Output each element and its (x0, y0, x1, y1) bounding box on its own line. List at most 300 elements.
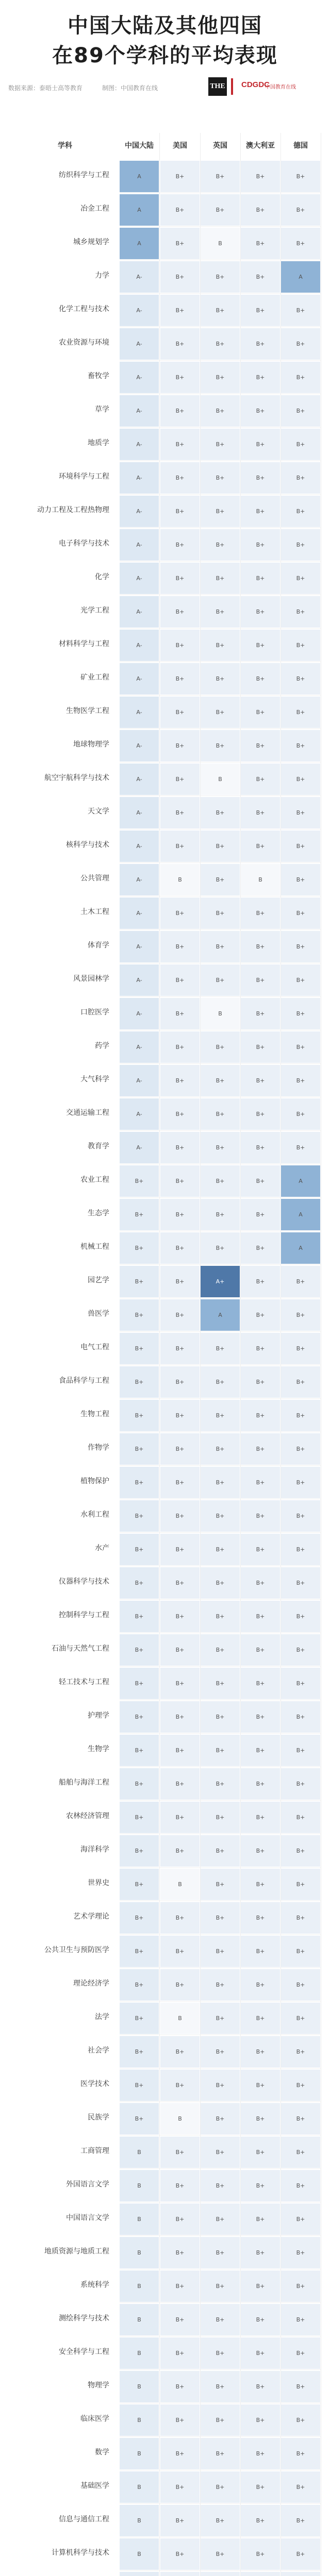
row-label: 基础医学 (80, 2482, 109, 2490)
row-label: 农业工程 (80, 1176, 109, 1184)
grade-value: B+ (175, 2517, 185, 2524)
grade-value: B (137, 2517, 141, 2524)
grade-value: B+ (296, 943, 305, 950)
grade-value: B+ (296, 2450, 305, 2457)
grade-value: B+ (175, 709, 185, 716)
grade-value: B+ (175, 2316, 185, 2323)
grade-value: B+ (175, 1010, 185, 1017)
grade-value: B+ (216, 2082, 225, 2089)
grade-value: A- (136, 307, 142, 314)
row-label: 光学工程 (80, 606, 109, 615)
grade-value: B+ (135, 1245, 144, 1251)
grade-value: B+ (216, 742, 225, 749)
grade-value: B+ (135, 1881, 144, 1888)
row-label: 生态学 (88, 1209, 109, 1217)
grade-value: B+ (216, 1814, 225, 1821)
row-label: 数学 (95, 2448, 109, 2456)
row-label: 矿业工程 (80, 673, 109, 682)
grade-value: A- (136, 408, 142, 414)
grade-value: B+ (216, 1111, 225, 1117)
grade-value: B+ (216, 1379, 225, 1385)
grade-value: B+ (135, 1814, 144, 1821)
grade-value: A- (136, 274, 142, 280)
grade-value: B+ (216, 2417, 225, 2424)
grade-value: B+ (296, 2048, 305, 2055)
grade-value: B+ (256, 1513, 265, 1519)
grade-value: B+ (296, 2350, 305, 2357)
grade-value: B+ (135, 1345, 144, 1352)
grade-value: B+ (175, 1479, 185, 1486)
grade-value: B+ (256, 1412, 265, 1419)
grade-value: B+ (216, 341, 225, 347)
grade-value: B+ (216, 374, 225, 381)
grade-value: B+ (256, 1914, 265, 1921)
grade-value: B+ (175, 1278, 185, 1285)
grade-value: B+ (296, 675, 305, 682)
grade-value: B (137, 2484, 141, 2490)
grade-value: B+ (175, 843, 185, 850)
grade-value: B+ (216, 1144, 225, 1151)
grade-value: B+ (175, 809, 185, 816)
grade-value: A- (136, 474, 142, 481)
grade-value: B (218, 776, 222, 783)
grade-value: B+ (256, 575, 265, 582)
grade-value: B+ (256, 2551, 265, 2557)
grade-value: A (299, 274, 303, 280)
grade-value: B+ (296, 1479, 305, 1486)
grade-value: B+ (256, 1379, 265, 1385)
grade-value: B+ (175, 977, 185, 984)
grade-value: B+ (256, 2082, 265, 2089)
grade-value: B+ (216, 1211, 225, 1218)
grade-value: B+ (296, 1647, 305, 1653)
grade-value: B+ (175, 474, 185, 481)
grade-value: B+ (135, 1981, 144, 1988)
grade-value: B+ (256, 1312, 265, 1318)
grade-value: B (137, 2316, 141, 2323)
grade-value: B+ (296, 307, 305, 314)
grade-value (281, 2571, 320, 2576)
grade-value: B+ (135, 1211, 144, 1218)
grade-value: B+ (175, 508, 185, 515)
row-label: 生物医学工程 (66, 707, 109, 715)
grade-value: B+ (175, 943, 185, 950)
grade-value: B+ (216, 173, 225, 180)
grade-value: A (218, 1312, 222, 1318)
grade-value: B+ (216, 2249, 225, 2256)
grade-value: B+ (216, 1881, 225, 1888)
grade-value: B+ (296, 1111, 305, 1117)
row-label: 药学 (95, 1042, 109, 1050)
grade-value: B+ (296, 2216, 305, 2223)
grade-value: B+ (296, 843, 305, 850)
grade-value: B+ (175, 2216, 185, 2223)
grade-value: B+ (296, 2182, 305, 2189)
grade-value: B+ (175, 441, 185, 448)
column-divider (159, 133, 160, 2576)
grade-value: B+ (296, 474, 305, 481)
grade-value: B+ (135, 1914, 144, 1921)
row-label: 草学 (95, 405, 109, 414)
row-label: 船舶与海洋工程 (59, 1778, 109, 1787)
grade-value: B+ (296, 1747, 305, 1754)
grade-value: B+ (256, 307, 265, 314)
grade-value: B+ (256, 709, 265, 716)
grade-value: B+ (296, 1814, 305, 1821)
grade-value: B (218, 1010, 222, 1017)
row-label: 世界史 (88, 1879, 109, 1887)
the-logo-text: THE (210, 82, 225, 90)
grade-value: B+ (256, 508, 265, 515)
row-label: 农业资源与环境 (59, 338, 109, 347)
column-header-4: 德国 (293, 142, 308, 150)
row-label: 地质资源与地质工程 (44, 2247, 109, 2256)
grade-value: B+ (256, 441, 265, 448)
row-label: 教育学 (88, 1142, 109, 1150)
grade-value: B+ (175, 1781, 185, 1787)
grade-value: B+ (296, 441, 305, 448)
grade-value: B+ (256, 274, 265, 280)
row-label: 护理学 (88, 1711, 109, 1720)
grade-value: A (137, 207, 141, 213)
row-label: 动力工程及工程热物理 (37, 506, 109, 514)
grade-value: B+ (256, 541, 265, 548)
row-label: 电子科学与技术 (59, 539, 109, 548)
row-label: 畜牧学 (88, 372, 109, 380)
grade-value: B+ (256, 1747, 265, 1754)
grade-value: B+ (175, 2182, 185, 2189)
grade-value: B+ (135, 1312, 144, 1318)
grade-value: B+ (135, 1747, 144, 1754)
grade-value: A (299, 1211, 303, 1218)
row-label: 农林经济管理 (66, 1812, 109, 1820)
grade-value: B+ (296, 1546, 305, 1553)
grade-value: B+ (256, 1981, 265, 1988)
grade-value: B+ (256, 1546, 265, 1553)
grade-value: A- (136, 1010, 142, 1017)
row-label: 计算机科学与技术 (52, 2549, 109, 2557)
grade-value: B+ (135, 1647, 144, 1653)
row-label: 风景园林学 (73, 975, 109, 983)
grade-value: B+ (175, 642, 185, 649)
grade-value: B+ (175, 1178, 185, 1184)
grade-value (120, 2571, 159, 2576)
grade-value: B+ (216, 2048, 225, 2055)
grade-value: B+ (256, 408, 265, 414)
grade-value: B+ (256, 2115, 265, 2122)
grade-value: B+ (175, 2350, 185, 2357)
grade-value: A- (136, 843, 142, 850)
grade-value: B+ (175, 2450, 185, 2457)
chart-maker-text: 制图：中国教育在线 (102, 84, 158, 92)
row-label: 土木工程 (80, 908, 109, 916)
grade-value: B (137, 2283, 141, 2290)
row-label: 核科学与技术 (66, 841, 109, 849)
row-label: 外国语言文学 (66, 2180, 109, 2189)
grade-value: B+ (256, 1044, 265, 1050)
page-title: 中国大陆及其他四国 (68, 14, 262, 38)
grade-value: B+ (296, 575, 305, 582)
grade-value: A- (136, 1044, 142, 1050)
grade-value: B+ (175, 341, 185, 347)
grade-value: B+ (296, 1345, 305, 1352)
grade-value: B+ (296, 408, 305, 414)
grade-value: B+ (296, 1948, 305, 1955)
grade-value: B+ (175, 575, 185, 582)
row-label: 化学 (95, 573, 109, 581)
grade-value: B+ (175, 2048, 185, 2055)
data-source-text: 数据来源：泰晤士高等教育 (8, 84, 83, 92)
grade-value: B+ (175, 374, 185, 381)
grade-value: B+ (296, 1881, 305, 1888)
grade-value: B+ (256, 1714, 265, 1720)
grade-value: B+ (175, 1513, 185, 1519)
grade-value: B+ (296, 876, 305, 883)
subject-column-header: 学科 (58, 142, 72, 150)
row-label: 民族学 (88, 2113, 109, 2122)
grade-value: B+ (256, 2249, 265, 2256)
row-label: 理论经济学 (73, 1979, 109, 1988)
grade-value: B+ (175, 1077, 185, 1084)
grade-value: B+ (216, 1044, 225, 1050)
grade-value: B (137, 2249, 141, 2256)
grade-value: A- (136, 508, 142, 515)
row-label: 水产 (95, 1544, 109, 1552)
grade-value (241, 2571, 280, 2576)
grade-value: B+ (256, 1211, 265, 1218)
grade-value: B+ (216, 2551, 225, 2557)
grade-value: B+ (175, 1044, 185, 1050)
grade-value: B+ (256, 1580, 265, 1586)
column-header-0: 中国大陆 (125, 142, 154, 150)
grade-value: B+ (216, 307, 225, 314)
grade-value: B+ (256, 742, 265, 749)
grade-value: B+ (256, 2216, 265, 2223)
grade-value: B+ (256, 2283, 265, 2290)
grade-value: B+ (135, 1513, 144, 1519)
grade-value: B+ (216, 608, 225, 615)
grade-value: B+ (216, 809, 225, 816)
grade-value: B+ (296, 1379, 305, 1385)
grade-value: B+ (135, 1580, 144, 1586)
grade-value: B+ (256, 207, 265, 213)
grade-value: B+ (216, 1077, 225, 1084)
row-label: 植物保护 (80, 1477, 109, 1485)
row-label: 中国语言文学 (66, 2214, 109, 2222)
grade-value: B+ (175, 207, 185, 213)
grade-value: B+ (175, 2149, 185, 2156)
grade-value: B+ (296, 1144, 305, 1151)
grade-value: B+ (296, 1010, 305, 1017)
grade-value: B+ (256, 843, 265, 850)
grade-value: B+ (256, 2316, 265, 2323)
grade-value: B+ (175, 1914, 185, 1921)
grade-value: B+ (296, 910, 305, 917)
grade-value: B+ (256, 1010, 265, 1017)
row-label: 大气科学 (80, 1075, 109, 1083)
grade-value: B+ (175, 173, 185, 180)
grade-value: B+ (256, 341, 265, 347)
row-label: 化学工程与技术 (59, 305, 109, 313)
row-label: 地球物理学 (73, 740, 109, 749)
row-label: 机械工程 (80, 1243, 109, 1251)
grade-value: B+ (256, 1077, 265, 1084)
grade-value: B+ (256, 2015, 265, 2022)
grade-value: B+ (135, 1479, 144, 1486)
grade-value: B (178, 2115, 182, 2122)
grade-value: B+ (256, 776, 265, 783)
grade-value: B+ (135, 1546, 144, 1553)
cdgdc-logo-subtitle: 中国教育在线 (265, 84, 296, 90)
grade-value: B+ (296, 1044, 305, 1050)
row-label: 交通运输工程 (66, 1109, 109, 1117)
grade-value: A- (136, 809, 142, 816)
grade-value: B+ (296, 776, 305, 783)
grade-value: B+ (175, 1412, 185, 1419)
grade-value: B+ (256, 173, 265, 180)
grade-value: B (137, 2149, 141, 2156)
grade-value: B+ (135, 1446, 144, 1452)
grade-value: B+ (175, 910, 185, 917)
grade-value: B+ (216, 1848, 225, 1854)
grade-value: B+ (256, 2417, 265, 2424)
grade-value: B+ (296, 642, 305, 649)
grade-value: B+ (296, 1714, 305, 1720)
cdgdc-logo: CDGDC (241, 80, 270, 89)
grade-value: B+ (175, 1446, 185, 1452)
grade-value: A+ (216, 1278, 225, 1285)
grade-value: B+ (256, 1680, 265, 1687)
grade-value: B+ (216, 1178, 225, 1184)
grade-value: B+ (135, 2115, 144, 2122)
grade-value: B+ (216, 2316, 225, 2323)
grade-value: B+ (216, 1479, 225, 1486)
grade-value: B+ (175, 776, 185, 783)
grade-value: B+ (216, 575, 225, 582)
grade-value: B (137, 2417, 141, 2424)
grade-value: B+ (135, 1412, 144, 1419)
row-label: 冶金工程 (80, 205, 109, 213)
grade-value: B (137, 2182, 141, 2189)
row-label: 医学技术 (80, 2080, 109, 2088)
grade-value: B+ (296, 2249, 305, 2256)
grade-value: B+ (216, 1245, 225, 1251)
grade-value: B+ (296, 1312, 305, 1318)
grade-value: B+ (256, 2383, 265, 2390)
grade-value: B+ (296, 1412, 305, 1419)
grade-value: B+ (296, 1077, 305, 1084)
grade-value: B+ (256, 1446, 265, 1452)
grade-value: B+ (175, 274, 185, 280)
grade-value: B+ (256, 1848, 265, 1854)
grade-value: B+ (256, 1814, 265, 1821)
grade-value: B+ (296, 2115, 305, 2122)
row-label: 系统科学 (80, 2281, 109, 2289)
grade-value: B+ (216, 2450, 225, 2457)
grade-value: B+ (256, 910, 265, 917)
row-label: 体育学 (88, 941, 109, 950)
grade-value: B+ (175, 608, 185, 615)
row-label: 公共卫生与预防医学 (44, 1946, 109, 1954)
grade-value: B+ (135, 1714, 144, 1720)
grade-value: B+ (256, 642, 265, 649)
column-header-1: 美国 (173, 142, 187, 150)
grade-value: B+ (135, 1948, 144, 1955)
grade-value: B+ (175, 1814, 185, 1821)
grade-value: A- (136, 709, 142, 716)
row-label: 兽医学 (88, 1310, 109, 1318)
grade-value: B+ (216, 943, 225, 950)
grade-value: B (258, 876, 262, 883)
row-label: 电气工程 (80, 1343, 109, 1351)
grade-value: B+ (296, 1781, 305, 1787)
grade-value: B+ (256, 1345, 265, 1352)
grade-value: B+ (216, 876, 225, 883)
row-label: 纺织科学与工程 (59, 171, 109, 179)
grade-value: B+ (175, 1144, 185, 1151)
grade-value: B+ (256, 2182, 265, 2189)
grade-value: B+ (216, 2283, 225, 2290)
grade-value: B+ (256, 1245, 265, 1251)
grade-value: B+ (256, 977, 265, 984)
grade-value: B+ (256, 474, 265, 481)
grade-value: B+ (216, 1412, 225, 1419)
grade-value: A- (136, 608, 142, 615)
grade-value: B+ (175, 1647, 185, 1653)
grade-value: B+ (256, 2350, 265, 2357)
grade-value: B+ (256, 2484, 265, 2490)
grade-value: B+ (216, 843, 225, 850)
grade-value: B+ (135, 1613, 144, 1620)
grade-value: B+ (256, 1178, 265, 1184)
grade-value: B+ (175, 541, 185, 548)
grade-value: B+ (296, 1446, 305, 1452)
grade-value: B+ (296, 2283, 305, 2290)
grade-value: B (137, 2450, 141, 2457)
grade-value: B+ (216, 541, 225, 548)
grade-value: B (218, 240, 222, 247)
grade-value: B+ (175, 2417, 185, 2424)
grade-value: B+ (256, 1144, 265, 1151)
grade-value: B+ (175, 1245, 185, 1251)
grade-value: A- (136, 642, 142, 649)
row-label: 环境科学与工程 (59, 472, 109, 481)
grade-value: B+ (216, 2383, 225, 2390)
row-label: 石油与天然气工程 (52, 1645, 109, 1653)
grade-value: B+ (216, 1647, 225, 1653)
row-label: 水利工程 (80, 1511, 109, 1519)
grade-value: B+ (175, 307, 185, 314)
grade-value: B+ (256, 2048, 265, 2055)
grade-value: B+ (296, 374, 305, 381)
grade-value: A (137, 173, 141, 180)
grade-value: B (178, 876, 182, 883)
row-label: 天文学 (88, 807, 109, 816)
grade-value: B+ (296, 608, 305, 615)
grade-value: B+ (296, 1513, 305, 1519)
row-label: 社会学 (88, 2046, 109, 2055)
grade-value: B+ (256, 809, 265, 816)
grade-value: A- (136, 575, 142, 582)
grade-value: B+ (175, 2551, 185, 2557)
grade-value: B+ (296, 1278, 305, 1285)
row-label: 仪器科学与技术 (59, 1578, 109, 1586)
grade-value: B+ (256, 1111, 265, 1117)
grade-value: B+ (256, 374, 265, 381)
grade-value: B+ (135, 1379, 144, 1385)
grade-value: A- (136, 1111, 142, 1117)
grade-value: B+ (256, 2517, 265, 2524)
